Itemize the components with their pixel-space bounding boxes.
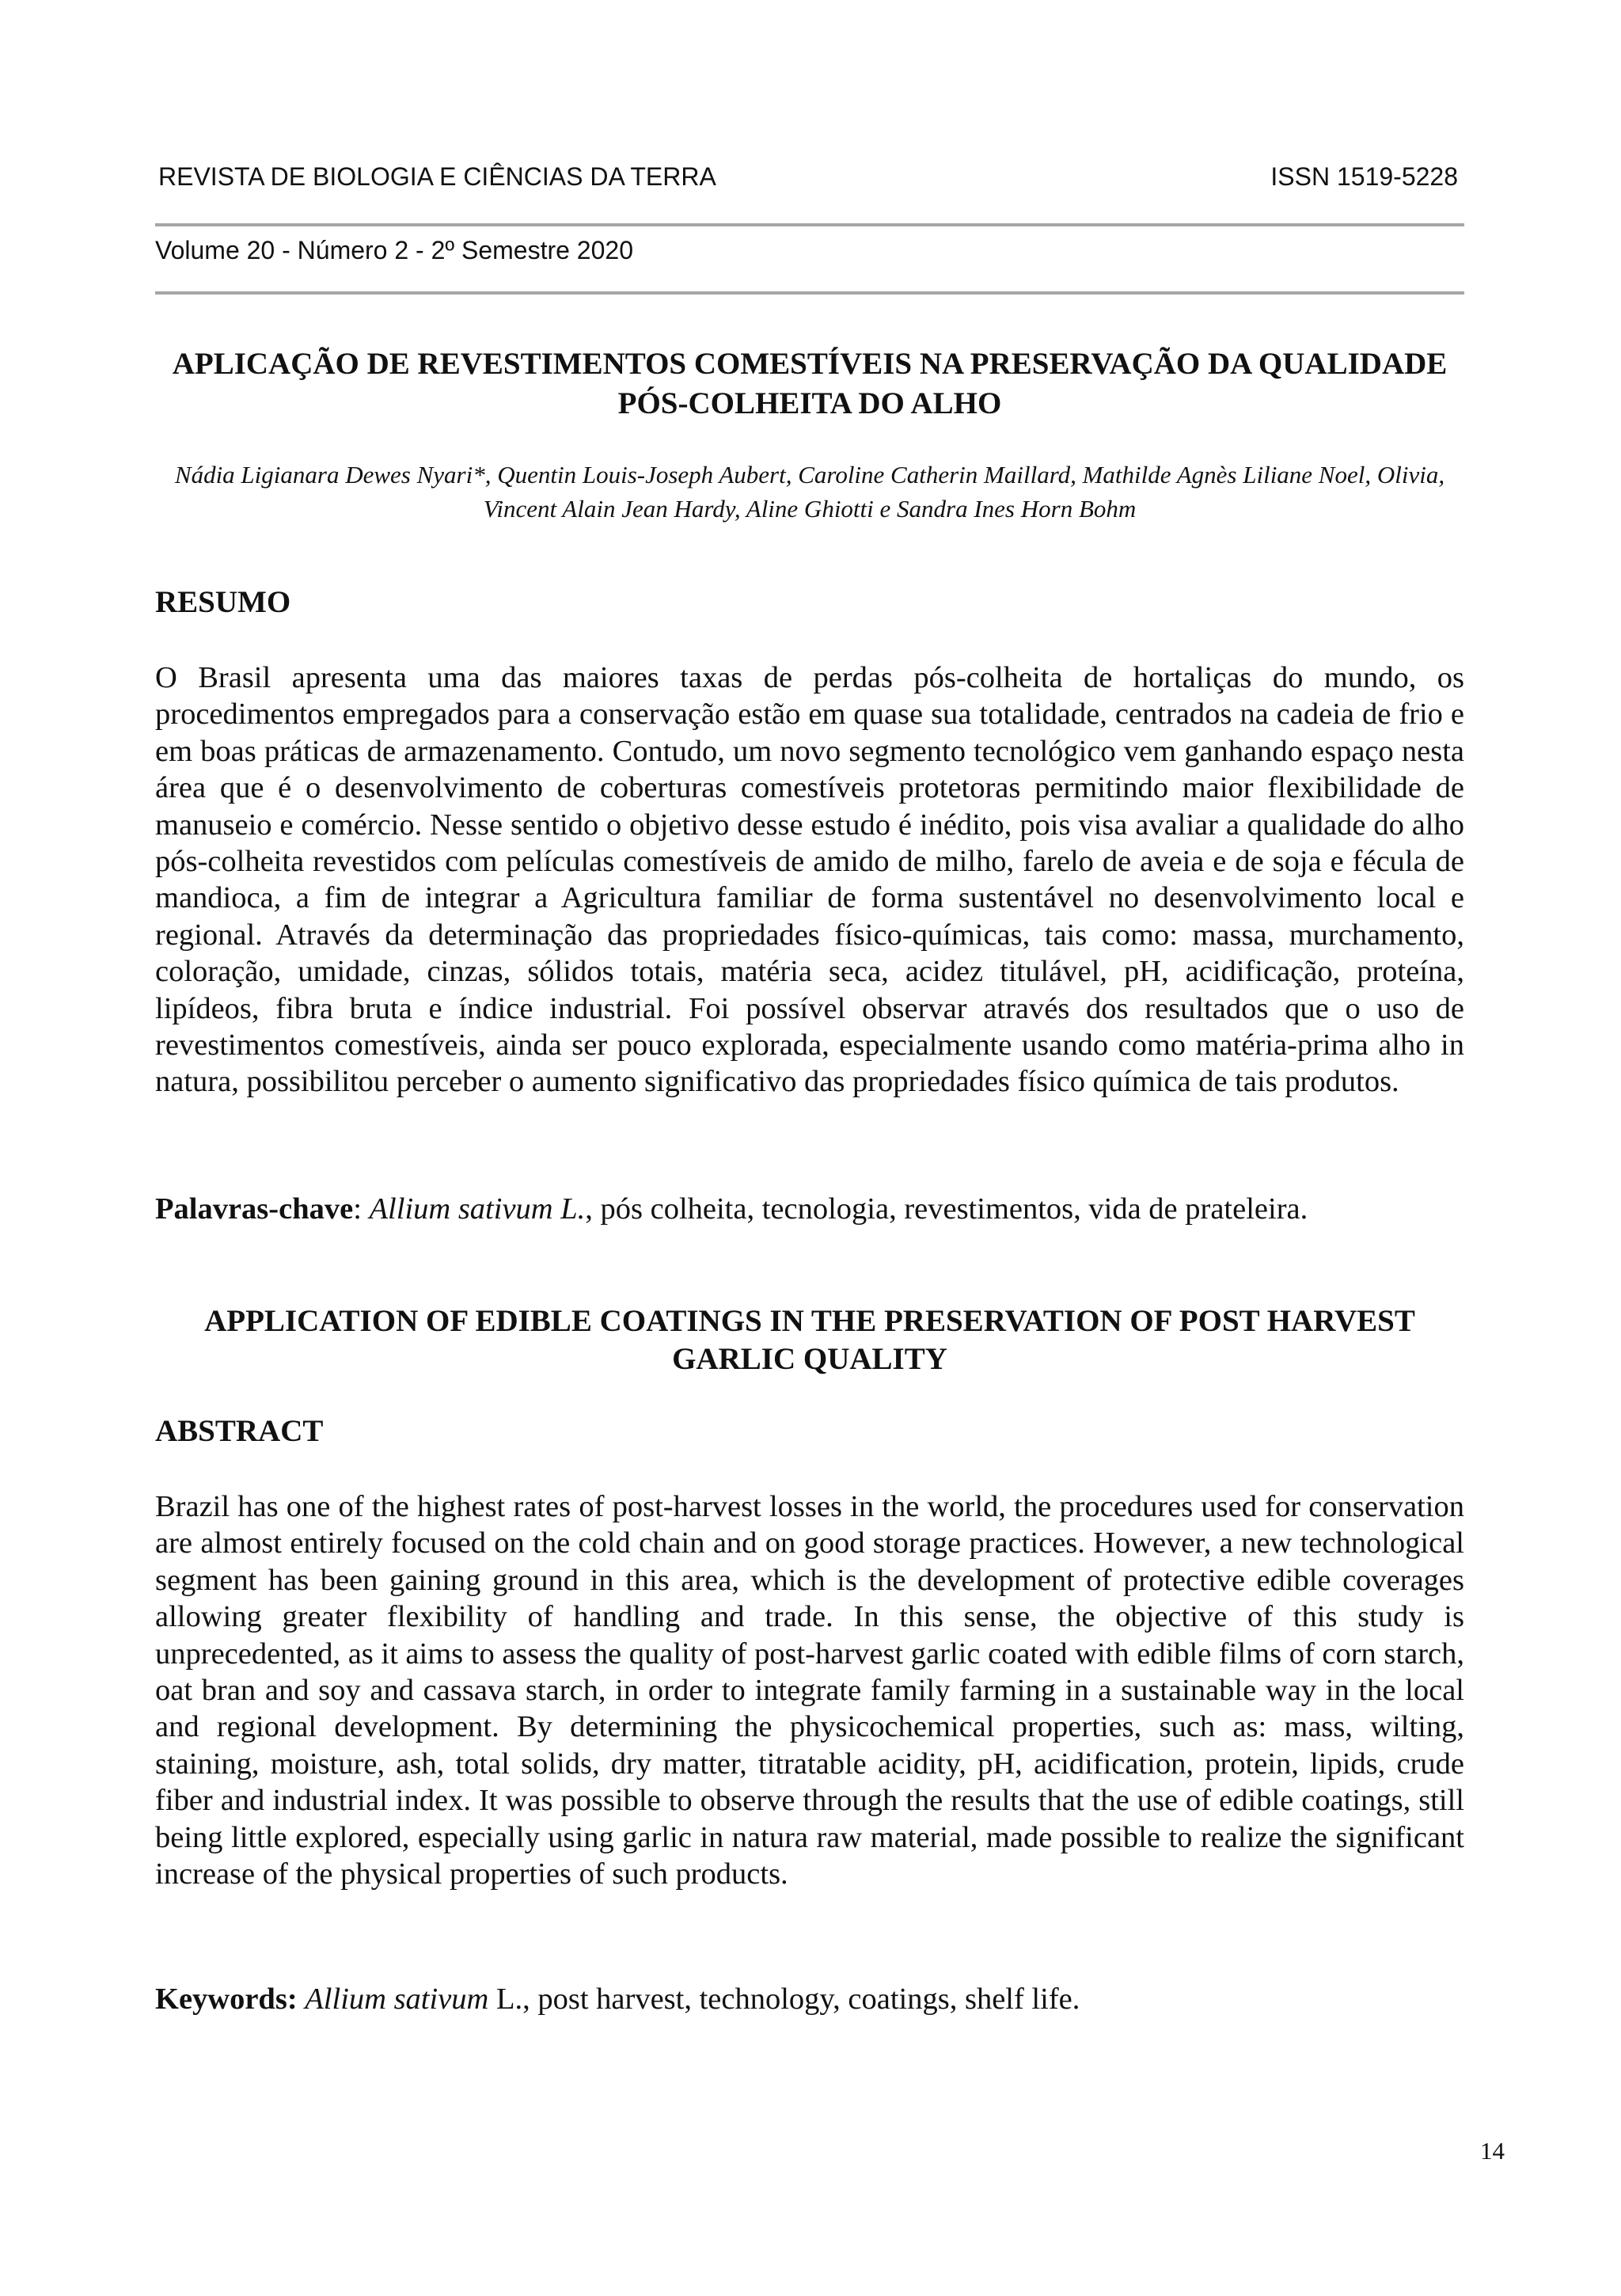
keywords-pt-species: Allium sativum L. [369,1192,586,1226]
header-rule-top [155,223,1464,226]
keywords-en-label: Keywords: [155,1982,298,2016]
article-title-pt [155,344,1464,424]
abstract-paragraph [155,1488,1464,1892]
keywords-pt-label: Palavras-chave [155,1192,354,1226]
header-rule-bottom [155,291,1464,295]
article-title-pt-text: APLICAÇÃO DE REVESTIMENTOS COMESTÍVEIS NA PRESERVAÇÃO DA QUALIDADE PÓS-COLHEITA DO ALHO [172,347,1448,420]
keywords-pt-sep: : [353,1192,370,1226]
page-number: 14 [1480,2137,1505,2165]
resumo-heading: RESUMO [155,585,291,619]
keywords-pt [155,1192,1464,1226]
abstract-heading: ABSTRACT [155,1414,324,1448]
author-list-text: Nádia Ligianara Dewes Nyari*, Quentin Louis-Joseph Aubert, Caroline Catherin Maillard, Mathilde Agnès Liliane Noel, Olivia, Vincent Alain Jean Hardy, Aline Ghiotti e Sandra Ines Horn Bohm [174,461,1445,523]
journal-name: REVISTA DE BIOLOGIA E CIÊNCIAS DA TERRA [158,162,716,191]
journal-header [158,162,1458,192]
keywords-en-rest: L., post harvest, technology, coatings, shelf life. [488,1982,1080,2016]
article-title-en-text: APPLICATION OF EDIBLE COATINGS IN THE PRESERVATION OF POST HARVEST GARLIC QUALITY [204,1304,1415,1376]
keywords-en-species: Allium sativum [305,1982,489,2016]
author-list [155,458,1464,526]
keywords-pt-rest: , pós colheita, tecnologia, revestimentos, vida de prateleira. [585,1192,1308,1226]
abstract-text: Brazil has one of the highest rates of post-harvest losses in the world, the procedures used for conservation are almost entirely focused on the cold chain and on good storage practices. However, a new technological segment has been gaining ground in this area, which is the development of protective edible coverages allowing greater flexibility of handling and trade. In this sense, the objective of this study is unprecedented, as it aims to assess the quality of post-harvest garlic coated with edible films of corn starch, oat bran and soy and cassava starch, in order to integrate family farming in a sustainable way in the local and regional development. By determining the physicochemical properties, such as: mass, wilting, staining, moisture, ash, total solids, dry matter, titratable acidity, pH, acidification, protein, lipids, crude fiber and industrial index. It was possible to observe through the results that the use of edible coatings, still being little explored, especially using garlic in natura raw material, made possible to realize the significant increase of the physical properties of such products. [155,1490,1464,1891]
volume-info: Volume 20 - Número 2 - 2º Semestre 2020 [155,236,633,264]
resumo-paragraph [155,660,1464,1100]
keywords-en [155,1982,1464,2017]
article-title-en [155,1302,1464,1378]
resumo-text: O Brasil apresenta uma das maiores taxas de perdas pós-colheita de hortaliças do mundo, os procedimentos empregados para a conservação estão em quase sua totalidade, centrados na cadeia de frio e em boas práticas de armazenamento. Contudo, um novo segmento tecnológico vem ganhando espaço nesta área que é o desenvolvimento de coberturas comestíveis protetoras permitindo maior flexibilidade de manuseio e comércio. Nesse sentido o objetivo desse estudo é inédito, pois visa avaliar a qualidade do alho pós-colheita revestidos com películas comestíveis de amido de milho, farelo de aveia e de soja e fécula de mandioca, a fim de integrar a Agricultura familiar de forma sustentável no desenvolvimento local e regional. Através da determinação das propriedades físico-químicas, tais como: massa, murchamento, coloração, umidade, cinzas, sólidos totais, matéria seca, acidez titulável, pH, acidificação, proteína, lipídeos, fibra bruta e índice industrial. Foi possível observar através dos resultados que o uso de revestimentos comestíveis, ainda ser pouco explorada, especialmente usando como matéria-prima alho in natura, possibilitou perceber o aumento significativo das propriedades físico química de tais produtos. [155,661,1464,1099]
issn: ISSN 1519-5228 [1270,162,1458,191]
